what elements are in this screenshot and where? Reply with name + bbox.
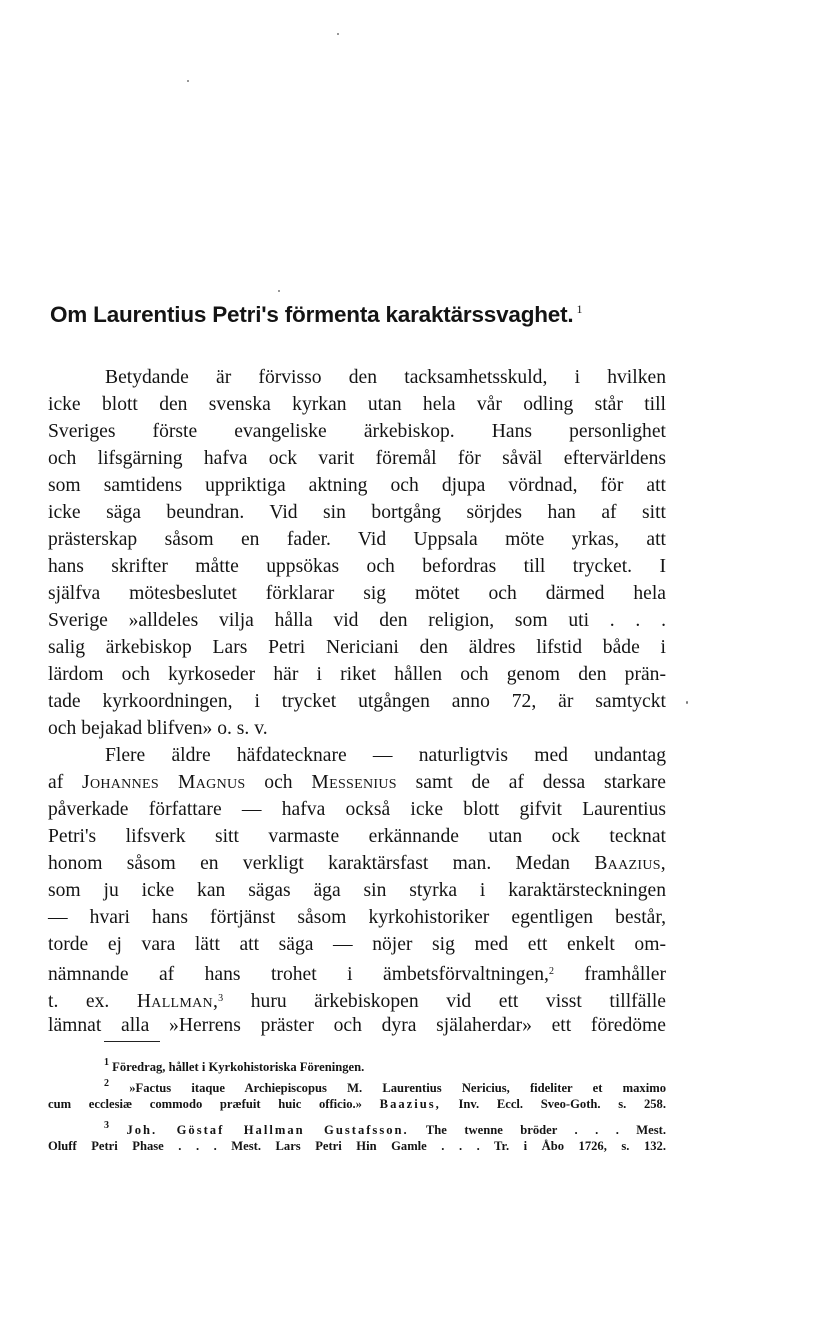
body-line: salig ärkebiskop Lars Petri Nericiani den äldres lifstid både i [48, 637, 666, 658]
text-run: samt de af dessa starkare [415, 772, 666, 793]
text-run: af [48, 772, 64, 793]
body-line: tade kyrkoordningen, i trycket utgången anno 72, är samtyckt [48, 691, 666, 712]
footnote-mark: 3 [104, 1120, 109, 1131]
body-line: själfva mötesbeslutet förklarar sig mötet och därmed hela [48, 583, 666, 604]
footnote-text: Föredrag, hållet i Kyrkohistoriska Föreningen. [112, 1060, 365, 1074]
body-line [48, 769, 666, 796]
body-line [48, 958, 666, 985]
text-run: och [264, 772, 293, 793]
footnote-author: Baazius, [379, 1097, 441, 1111]
body-line: som samtidens uppriktiga aktning och djupa vördnad, för att [48, 475, 666, 496]
body-line: torde ej vara lätt att säga — nöjer sig med ett enkelt om- [48, 934, 666, 955]
chapter-title [50, 302, 790, 328]
body-line: lämnat alla »Herrens präster och dyra själaherdar» ett föredöme [48, 1015, 666, 1036]
body-text [48, 364, 666, 1039]
footnote-3 [48, 1115, 666, 1136]
scan-speck [187, 80, 189, 82]
text-run: nämnande af hans trohet i ämbetsförvaltningen, [48, 964, 549, 985]
footnote-author: Joh. Göstaf Hallman Gustafsson. [126, 1123, 409, 1137]
body-line: hans skrifter måtte uppsökas och befordras till trycket. I [48, 556, 666, 577]
scan-speck [278, 290, 280, 292]
body-line: lärdom och kyrkoseder här i riket hållen och genom den prän- [48, 664, 666, 685]
footnote-ref-3: 3 [218, 993, 224, 1004]
body-line [48, 850, 666, 877]
body-line: påverkade författare — hafva också icke blott gifvit Laurentius [48, 799, 666, 820]
body-line [48, 985, 666, 1012]
body-line: och bejakad blifven» o. s. v. [48, 718, 268, 739]
body-line: icke säga beundran. Vid sin bortgång sörjdes han af sitt [48, 502, 666, 523]
footnote-mark: 1 [104, 1057, 109, 1068]
text-run: honom såsom en verkligt karaktärsfast man. Medan [48, 853, 570, 874]
scan-speck [686, 701, 688, 704]
body-line: — hvari hans förtjänst såsom kyrkohistoriker egentligen består, [48, 907, 666, 928]
text-run: t. ex. [48, 991, 110, 1012]
footnote-ref-1: 1 [576, 302, 583, 316]
footnote-2-cont [48, 1094, 666, 1115]
footnote-text: Inv. Eccl. Sveo-Goth. s. 258. [458, 1097, 666, 1111]
body-line: som ju icke kan sägas äga sin styrka i karaktärsteckningen [48, 880, 666, 901]
text-run: huru ärkebiskopen vid ett visst tillfälle [250, 991, 666, 1012]
footnote-3-cont: Oluff Petri Phase . . . Mest. Lars Petri Hin Gamle . . . Tr. i Åbo 1726, s. 132. [48, 1139, 666, 1153]
footnote-text: The twenne bröder . . . Mest. [425, 1123, 666, 1137]
body-line: Sverige »alldeles vilja hålla vid den religion, som uti . . . [48, 610, 666, 631]
author-name: Johannes Magnus [82, 772, 246, 793]
body-line: Sveriges förste evangeliske ärkebiskop. Hans personlighet [48, 421, 666, 442]
author-name: Messenius [311, 772, 397, 793]
scan-speck [337, 33, 339, 35]
chapter-title-text: Om Laurentius Petri's förmenta karaktärssvaghet. [50, 302, 574, 327]
footnote-1 [48, 1052, 666, 1073]
body-line: Petri's lifsverk sitt varmaste erkännande utan ock tecknat [48, 826, 666, 847]
footnote-2 [48, 1073, 666, 1094]
footnote-mark: 2 [104, 1078, 109, 1089]
footnote-text: »Factus itaque Archiepiscopus M. Laurentius Nericius, fideliter et maximo [129, 1081, 667, 1095]
body-line: prästerskap såsom en fader. Vid Uppsala möte yrkas, att [48, 529, 666, 550]
author-name: Baazius, [594, 853, 667, 874]
text-run: framhåller [584, 964, 667, 985]
body-line: Betydande är förvisso den tacksamhetsskuld, i hvilken [105, 367, 666, 388]
footnote-divider [104, 1041, 160, 1042]
author-name: Hallman, [136, 991, 219, 1012]
body-line: Flere äldre häfdatecknare — naturligtvis med undantag [105, 745, 666, 766]
footnotes [48, 1052, 666, 1157]
body-line: och lifsgärning hafva ock varit föremål för såväl eftervärldens [48, 448, 666, 469]
footnote-text: cum ecclesiæ commodo præfuit huic officio.» [48, 1097, 362, 1111]
body-line: icke blott den svenska kyrkan utan hela vår odling står till [48, 394, 666, 415]
footnote-ref-2: 2 [548, 966, 554, 977]
